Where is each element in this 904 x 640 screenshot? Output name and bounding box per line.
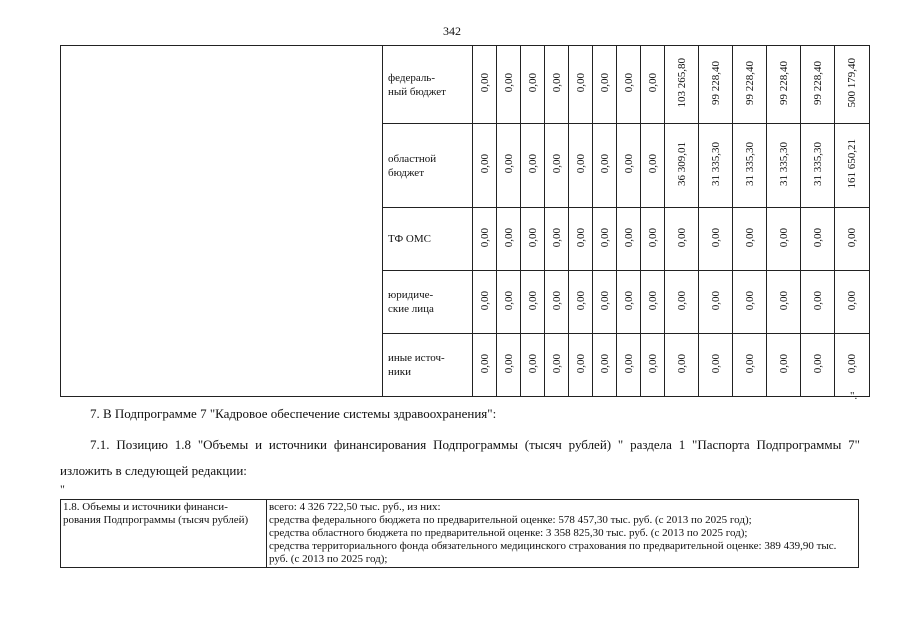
funding-value-cell (569, 334, 593, 397)
funding-value: 0,00 (550, 353, 563, 374)
funding-value-cell (801, 208, 835, 271)
funding-value-cell (545, 334, 569, 397)
funding-value: 0,00 (598, 227, 611, 248)
funding-value: 0,00 (743, 227, 756, 248)
funding-value-cell (699, 124, 733, 208)
funding-value: 0,00 (675, 227, 688, 248)
funding-value: 99 228,40 (811, 61, 824, 105)
funding-value-cell (801, 271, 835, 334)
funding-value: 0,00 (709, 290, 722, 311)
funding-value: 0,00 (846, 290, 858, 311)
funding-value-cell (569, 124, 593, 208)
funding-value-cell (521, 124, 545, 208)
funding-value-cell (733, 271, 767, 334)
funding-value: 0,00 (502, 227, 515, 248)
funding-value-cell (835, 46, 870, 124)
funding-value: 31 335,30 (811, 142, 824, 186)
funding-value: 0,00 (811, 227, 824, 248)
funding-value-cell (473, 46, 497, 124)
funding-value-cell (473, 208, 497, 271)
funding-value-cell (699, 334, 733, 397)
funding-value-cell (665, 271, 699, 334)
funding-value-cell (521, 334, 545, 397)
funding-value: 0,00 (646, 227, 659, 248)
funding-value-cell (733, 208, 767, 271)
funding-value-cell (569, 46, 593, 124)
funding-value: 0,00 (622, 353, 635, 374)
funding-value: 0,00 (646, 154, 659, 174)
funding-value: 99 228,40 (709, 61, 722, 105)
funding-value-cell (767, 334, 801, 397)
passport-table (60, 499, 859, 568)
funding-value-cell (617, 46, 641, 124)
funding-value: 0,00 (574, 227, 587, 248)
funding-value: 500 179,40 (846, 58, 858, 108)
paragraph-item-7-1: 7.1. Позицию 1.8 "Объемы и источники финансирования Подпрограммы (тысяч рублей) " раздела 1 "Паспорта Подпрограммы 7" изложить в следующей редакции: (60, 437, 860, 478)
funding-value-cell (569, 271, 593, 334)
funding-value: 0,00 (598, 353, 611, 374)
funding-value: 0,00 (574, 73, 587, 93)
funding-value-cell (733, 334, 767, 397)
funding-value: 0,00 (526, 290, 539, 311)
funding-value-cell (767, 124, 801, 208)
funding-value: 31 335,30 (743, 142, 756, 186)
funding-value-cell (593, 124, 617, 208)
funding-value-cell (497, 208, 521, 271)
funding-value-cell (545, 208, 569, 271)
funding-value-cell (665, 124, 699, 208)
funding-source-label: областной бюджет (383, 124, 473, 208)
funding-value: 0,00 (646, 353, 659, 374)
passport-line-federal: средства федерального бюджета по предварительной оценке: 578 457,30 тыс. руб. (с 2013 по 2025 год); (269, 514, 752, 526)
funding-value-cell (733, 124, 767, 208)
funding-value: 99 228,40 (743, 61, 756, 105)
funding-value-cell (665, 208, 699, 271)
funding-value-cell (733, 46, 767, 124)
funding-value: 0,00 (646, 290, 659, 311)
funding-value-cell (641, 124, 665, 208)
funding-value-cell (593, 334, 617, 397)
funding-value: 0,00 (675, 353, 688, 374)
funding-value: 0,00 (502, 290, 515, 311)
closing-quote-mark: ". (850, 390, 858, 402)
funding-value-cell (497, 46, 521, 124)
funding-value-cell (641, 208, 665, 271)
funding-value-cell (617, 208, 641, 271)
funding-source-label: ТФ ОМС (383, 208, 473, 271)
funding-value-cell (593, 46, 617, 124)
funding-value-cell (699, 271, 733, 334)
funding-value: 0,00 (502, 154, 515, 174)
funding-value-cell (699, 208, 733, 271)
opening-quote-mark: " (60, 482, 65, 496)
funding-value: 0,00 (574, 290, 587, 311)
empty-merged-cell (61, 46, 383, 397)
funding-value-cell (545, 124, 569, 208)
funding-value-cell (473, 271, 497, 334)
passport-line-total: всего: 4 326 722,50 тыс. руб., из них: (269, 501, 441, 513)
funding-source-label: федераль- ный бюджет (383, 46, 473, 124)
funding-value: 0,00 (743, 353, 756, 374)
funding-value-cell (617, 271, 641, 334)
funding-value: 99 228,40 (777, 61, 790, 105)
funding-value-cell (641, 334, 665, 397)
funding-value-cell (473, 124, 497, 208)
page-number: 342 (443, 24, 461, 38)
funding-value-cell (665, 334, 699, 397)
funding-value-cell (641, 271, 665, 334)
funding-value: 0,00 (777, 227, 790, 248)
funding-value-cell (617, 334, 641, 397)
funding-value: 0,00 (622, 73, 635, 93)
funding-value-cell (767, 208, 801, 271)
funding-value-cell (497, 334, 521, 397)
funding-value: 0,00 (622, 290, 635, 311)
funding-value: 0,00 (550, 290, 563, 311)
funding-value: 0,00 (598, 154, 611, 174)
funding-value-cell (835, 208, 870, 271)
funding-table (60, 45, 870, 397)
funding-value-cell (801, 46, 835, 124)
funding-value: 161 650,21 (846, 139, 858, 189)
funding-value: 0,00 (777, 353, 790, 374)
funding-value-cell (665, 46, 699, 124)
funding-value: 0,00 (811, 353, 824, 374)
funding-value: 0,00 (646, 73, 659, 93)
funding-value-cell (593, 208, 617, 271)
funding-value-cell (767, 271, 801, 334)
passport-position-name: 1.8. Объемы и источники финанси-рования Подпрограммы (тысяч рублей) (61, 500, 267, 568)
funding-value-cell (545, 271, 569, 334)
funding-value: 103 265,80 (675, 58, 688, 108)
funding-value-cell (699, 46, 733, 124)
funding-value-cell (767, 46, 801, 124)
funding-value: 0,00 (502, 353, 515, 374)
funding-value: 0,00 (574, 154, 587, 174)
funding-value-cell (521, 46, 545, 124)
funding-value: 0,00 (846, 353, 858, 374)
funding-value: 36 309,01 (675, 142, 688, 186)
funding-value: 0,00 (502, 73, 515, 93)
passport-position-text (267, 500, 859, 568)
funding-value-cell (521, 271, 545, 334)
funding-value: 0,00 (526, 353, 539, 374)
passport-row (61, 500, 859, 568)
funding-value: 0,00 (675, 290, 688, 311)
funding-value: 0,00 (622, 227, 635, 248)
funding-row (61, 46, 870, 124)
funding-value: 0,00 (526, 154, 539, 174)
funding-value-cell (497, 271, 521, 334)
funding-value-cell (593, 271, 617, 334)
funding-value-cell (801, 334, 835, 397)
funding-value: 0,00 (478, 73, 491, 93)
funding-value-cell (521, 208, 545, 271)
funding-value-cell (497, 124, 521, 208)
funding-value: 0,00 (478, 154, 491, 174)
funding-value: 0,00 (622, 154, 635, 174)
funding-value: 0,00 (526, 73, 539, 93)
funding-value-cell (473, 334, 497, 397)
funding-value-cell (617, 124, 641, 208)
funding-value: 0,00 (598, 290, 611, 311)
passport-line-oms: средства территориального фонда обязательного медицинского страхования по предварительной оценке: 389 439,90 тыс. руб. (с 2013 по 2025 год); (269, 540, 837, 565)
paragraph-subprogram-7: 7. В Подпрограмме 7 "Кадровое обеспечение системы здравоохранения": (90, 406, 497, 421)
funding-value-cell (835, 334, 870, 397)
funding-value: 0,00 (811, 290, 824, 311)
funding-value: 0,00 (598, 73, 611, 93)
funding-value: 0,00 (550, 227, 563, 248)
funding-value-cell (545, 46, 569, 124)
funding-value: 0,00 (846, 227, 858, 248)
funding-value: 0,00 (709, 353, 722, 374)
funding-value: 0,00 (574, 353, 587, 374)
funding-value: 0,00 (526, 227, 539, 248)
passport-line-regional: средства областного бюджета по предварительной оценке: 3 358 825,30 тыс. руб. (с 2013 по 2025 год); (269, 527, 748, 539)
funding-value: 31 335,30 (777, 142, 790, 186)
funding-value: 0,00 (777, 290, 790, 311)
funding-value: 0,00 (743, 290, 756, 311)
funding-value-cell (835, 271, 870, 334)
funding-value-cell (835, 124, 870, 208)
funding-value: 0,00 (550, 154, 563, 174)
funding-value-cell (569, 208, 593, 271)
funding-value: 0,00 (478, 227, 491, 248)
funding-source-label: юридиче- ские лица (383, 271, 473, 334)
funding-value: 0,00 (478, 290, 491, 311)
funding-source-label: иные источ- ники (383, 334, 473, 397)
funding-value: 0,00 (709, 227, 722, 248)
funding-value: 0,00 (550, 73, 563, 93)
funding-value-cell (801, 124, 835, 208)
funding-value: 0,00 (478, 353, 491, 374)
funding-value-cell (641, 46, 665, 124)
funding-value: 31 335,30 (709, 142, 722, 186)
